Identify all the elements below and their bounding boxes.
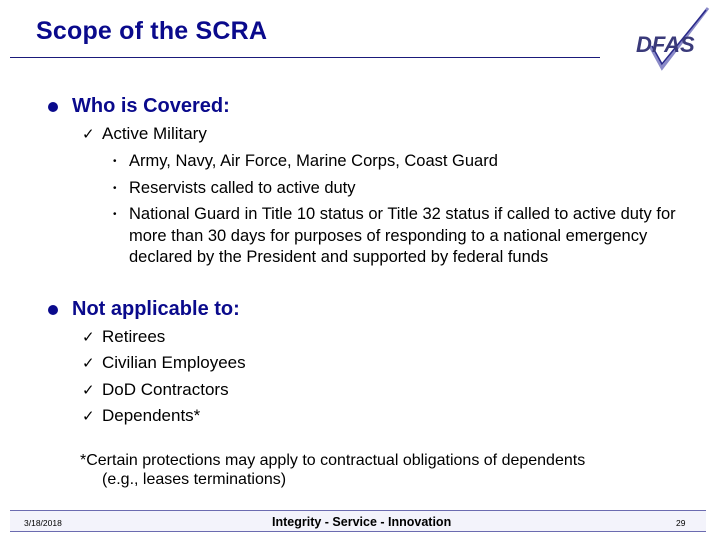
check-item-text: Retirees [102,327,166,346]
sub-item-branches [113,151,691,173]
check-mark-icon: ✓ [82,329,95,346]
title-divider [10,57,600,58]
check-item-text: Civilian Employees [102,353,246,372]
bullet-dot-icon [48,305,58,315]
sub-item-reservists [113,178,691,200]
footnote-line-2: (e.g., leases terminations) [102,471,287,488]
check-mark-icon: ✓ [82,408,95,425]
page-number: 29 [676,518,686,528]
check-mark-icon: ✓ [82,382,95,399]
sub-item-text: Reservists called to active duty [129,179,356,197]
check-item-text: Dependents* [102,406,201,425]
sub-item-national-guard [113,204,691,269]
check-item-civilian-employees [82,353,246,373]
sub-item-text: National Guard in Title 10 status or Title 32 status if called to active duty for more than 30 days for purposes of responding to a national emergency declared by the President and supported by federal funds [129,205,676,266]
small-bullet-icon: • [113,209,117,220]
small-bullet-icon: • [113,183,117,194]
check-mark-icon: ✓ [82,355,95,372]
check-mark-icon: ✓ [82,126,95,143]
check-item-dod-contractors [82,380,229,400]
sub-item-text: Army, Navy, Air Force, Marine Corps, Coast Guard [129,152,498,170]
bullet-dot-icon [48,102,58,112]
covered-heading [48,95,230,118]
footer-motto: Integrity - Service - Innovation [272,515,452,529]
dfas-logo [630,6,712,72]
small-bullet-icon: • [113,156,117,167]
check-item-retirees [82,327,165,347]
covered-heading-text: Who is Covered: [72,95,230,117]
not-applicable-heading-text: Not applicable to: [72,298,240,320]
logo-text: DFAS [636,32,695,57]
check-item-dependents [82,406,200,426]
check-item-text: DoD Contractors [102,380,229,399]
slide-title: Scope of the SCRA [36,17,268,45]
footnote [80,451,670,489]
check-item-text: Active Military [102,124,207,143]
footnote-line-1: *Certain protections may apply to contractual obligations of dependents [80,452,586,469]
footer-date: 3/18/2018 [24,518,62,528]
not-applicable-heading [48,298,240,321]
check-item-active-military [82,124,207,144]
